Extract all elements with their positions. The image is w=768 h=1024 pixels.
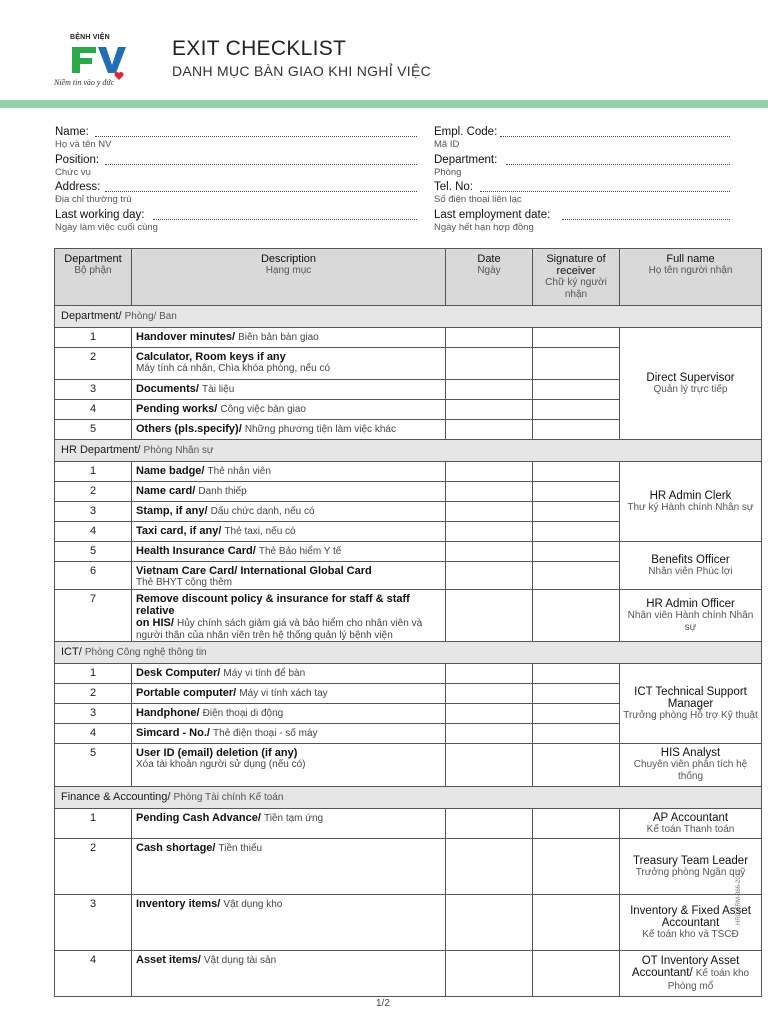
table-row: 4 Pending works/ Công việc bàn giao: [55, 400, 762, 420]
table-header-row: [55, 249, 762, 306]
tel-field[interactable]: Tel. No: Số điện thoại liên lạc: [434, 181, 730, 205]
signature-cell[interactable]: [533, 951, 620, 997]
section-ict: ICT/ Phòng Công nghệ thông tin: [55, 642, 762, 664]
name-field[interactable]: Name: Họ và tên NV: [55, 126, 417, 150]
date-cell[interactable]: [446, 542, 533, 562]
date-cell[interactable]: [446, 562, 533, 590]
signature-cell[interactable]: [533, 482, 620, 502]
table-row: 5 Others (pls.specify)/ Những phương tiện làm việc khác: [55, 420, 762, 440]
page-subtitle: DANH MỤC BÀN GIAO KHI NGHỈ VIỆC: [172, 63, 431, 79]
table-row: 4 Taxi card, if any/ Thẻ taxi, nếu có: [55, 522, 762, 542]
header-band: [0, 100, 768, 108]
date-cell[interactable]: [446, 380, 533, 400]
heart-icon: [114, 71, 124, 81]
date-cell[interactable]: [446, 502, 533, 522]
signature-cell[interactable]: [533, 542, 620, 562]
signature-cell[interactable]: [533, 502, 620, 522]
table-row: 7 Remove discount policy & insurance for staff & staff relative on HIS/ Hủy chính sách giảm giá và bảo hiểm cho nhân viên và người thân của nhân viên trên hệ thống quản lý bệnh viện HR Admin Officer Nhân viên Hành chính Nhân sự: [55, 590, 762, 642]
signature-cell[interactable]: [533, 348, 620, 380]
col-department: Department Bộ phận: [55, 249, 132, 306]
table-row: 4 Simcard - No./ Thẻ điện thoại - số máy: [55, 724, 762, 744]
signature-cell[interactable]: [533, 462, 620, 482]
date-cell[interactable]: [446, 482, 533, 502]
receiver-inventory-accountant: Inventory & Fixed Asset Accountant Kế toán kho và TSCĐ: [620, 895, 762, 951]
table-row: 6 Vietnam Care Card/ International Global Card Thẻ BHYT cộng thêm: [55, 562, 762, 590]
section-department: Department/ Phòng/ Ban: [55, 306, 762, 328]
signature-cell[interactable]: [533, 684, 620, 704]
date-cell[interactable]: [446, 724, 533, 744]
last-working-day-field[interactable]: Last working day: Ngày làm việc cuối cùng: [55, 209, 417, 233]
receiver-ict-manager: ICT Technical Support Manager Trưởng phòng Hỗ trợ Kỹ thuật: [620, 664, 762, 744]
date-cell[interactable]: [446, 348, 533, 380]
signature-cell[interactable]: [533, 704, 620, 724]
signature-cell[interactable]: [533, 664, 620, 684]
date-cell[interactable]: [446, 590, 533, 642]
signature-cell[interactable]: [533, 400, 620, 420]
signature-cell[interactable]: [533, 380, 620, 400]
table-row: 4 Asset items/ Vật dụng tài sản OT Inventory Asset Accountant/ Kế toán kho Phòng mổ: [55, 951, 762, 997]
table-row: 1 Desk Computer/ Máy vi tính để bàn ICT Technical Support Manager Trưởng phòng Hỗ trợ Kỹ thuật: [55, 664, 762, 684]
date-cell[interactable]: [446, 328, 533, 348]
receiver-hr-admin-officer: HR Admin Officer Nhân viên Hành chính Nhân sự: [620, 590, 762, 642]
table-row: 2 Cash shortage/ Tiền thiếu Treasury Team Leader Trưởng phòng Ngân quỹ: [55, 839, 762, 895]
signature-cell[interactable]: [533, 809, 620, 839]
receiver-hr-admin-clerk: HR Admin Clerk Thư ký Hành chính Nhân sự: [620, 462, 762, 542]
signature-cell[interactable]: [533, 590, 620, 642]
date-cell[interactable]: [446, 420, 533, 440]
table-row: 3 Handphone/ Điện thoại di động: [55, 704, 762, 724]
date-cell[interactable]: [446, 809, 533, 839]
table-row: 5 User ID (email) deletion (if any) Xóa tài khoản người sử dụng (nếu có) HIS Analyst Chuyên viên phân tích hệ thống: [55, 744, 762, 787]
date-cell[interactable]: [446, 704, 533, 724]
last-employment-date-field[interactable]: Last employment date: Ngày hết hạn hợp đồng: [434, 209, 730, 233]
department-field[interactable]: Department: Phòng: [434, 154, 730, 178]
his-link: HIS: [152, 617, 171, 629]
exit-checklist-table: [54, 248, 762, 997]
signature-cell[interactable]: [533, 420, 620, 440]
form-code: HRD-FRM-366-2013: [736, 869, 742, 925]
signature-cell[interactable]: [533, 724, 620, 744]
receiver-his-analyst: HIS Analyst Chuyên viên phân tích hệ thống: [620, 744, 762, 787]
col-signature: Signature of receiver Chữ ký người nhận: [533, 249, 620, 306]
table-row: 1 Pending Cash Advance/ Tiền tạm ứng AP Accountant Kế toán Thanh toán: [55, 809, 762, 839]
section-hr: HR Department/ Phòng Nhân sự: [55, 440, 762, 462]
col-description: Description Hạng mục: [132, 249, 446, 306]
table-row: 3 Documents/ Tài liệu: [55, 380, 762, 400]
date-cell[interactable]: [446, 462, 533, 482]
col-date: Date Ngày: [446, 249, 533, 306]
receiver-ot-inventory: OT Inventory Asset Accountant/ Kế toán kho Phòng mổ: [620, 951, 762, 997]
date-cell[interactable]: [446, 400, 533, 420]
receiver-ap-accountant: AP Accountant Kế toán Thanh toán: [620, 809, 762, 839]
date-cell[interactable]: [446, 744, 533, 787]
signature-cell[interactable]: [533, 895, 620, 951]
empl-code-field[interactable]: Empl. Code: Mã ID: [434, 126, 730, 150]
position-field[interactable]: Position: Chức vụ: [55, 154, 417, 178]
page-title: EXIT CHECKLIST: [172, 37, 347, 60]
logo-brand-text: BỆNH VIỆN: [70, 34, 110, 41]
signature-cell[interactable]: [533, 522, 620, 542]
page-number: 1/2: [376, 998, 390, 1009]
table-row: 2 Portable computer/ Máy vi tính xách tay: [55, 684, 762, 704]
receiver-direct-supervisor: Direct Supervisor Quản lý trực tiếp: [620, 328, 762, 440]
signature-cell[interactable]: [533, 839, 620, 895]
date-cell[interactable]: [446, 839, 533, 895]
table-row: 5 Health Insurance Card/ Thẻ Bảo hiểm Y tế Benefits Officer Nhân viên Phúc lợi: [55, 542, 762, 562]
date-cell[interactable]: [446, 684, 533, 704]
signature-cell[interactable]: [533, 562, 620, 590]
col-full-name: Full name Họ tên người nhận: [620, 249, 762, 306]
signature-cell[interactable]: [533, 328, 620, 348]
date-cell[interactable]: [446, 895, 533, 951]
table-row: 2 Name card/ Danh thiếp: [55, 482, 762, 502]
table-row: 2 Calculator, Room keys if any Máy tính cá nhân, Chìa khóa phòng, nếu có: [55, 348, 762, 380]
table-row: 3 Stamp, if any/ Dấu chức danh, nếu có: [55, 502, 762, 522]
hospital-logo: [52, 34, 152, 94]
date-cell[interactable]: [446, 664, 533, 684]
receiver-benefits-officer: Benefits Officer Nhân viên Phúc lợi: [620, 542, 762, 590]
logo-tagline: Niềm tin vào y đức: [54, 78, 115, 87]
table-row: 1 Handover minutes/ Biên bản bàn giao Direct Supervisor Quản lý trực tiếp: [55, 328, 762, 348]
date-cell[interactable]: [446, 951, 533, 997]
date-cell[interactable]: [446, 522, 533, 542]
receiver-treasury-leader: Treasury Team Leader Trưởng phòng Ngân quỹ: [620, 839, 762, 895]
table-row: 1 Name badge/ Thẻ nhân viên HR Admin Clerk Thư ký Hành chính Nhân sự: [55, 462, 762, 482]
table-row: 3 Inventory items/ Vật dụng kho Inventory & Fixed Asset Accountant Kế toán kho và TSCĐ: [55, 895, 762, 951]
section-finance: Finance & Accounting/ Phòng Tài chính Kế toán: [55, 787, 762, 809]
signature-cell[interactable]: [533, 744, 620, 787]
address-field[interactable]: Address: Địa chỉ thường trú: [55, 181, 417, 205]
